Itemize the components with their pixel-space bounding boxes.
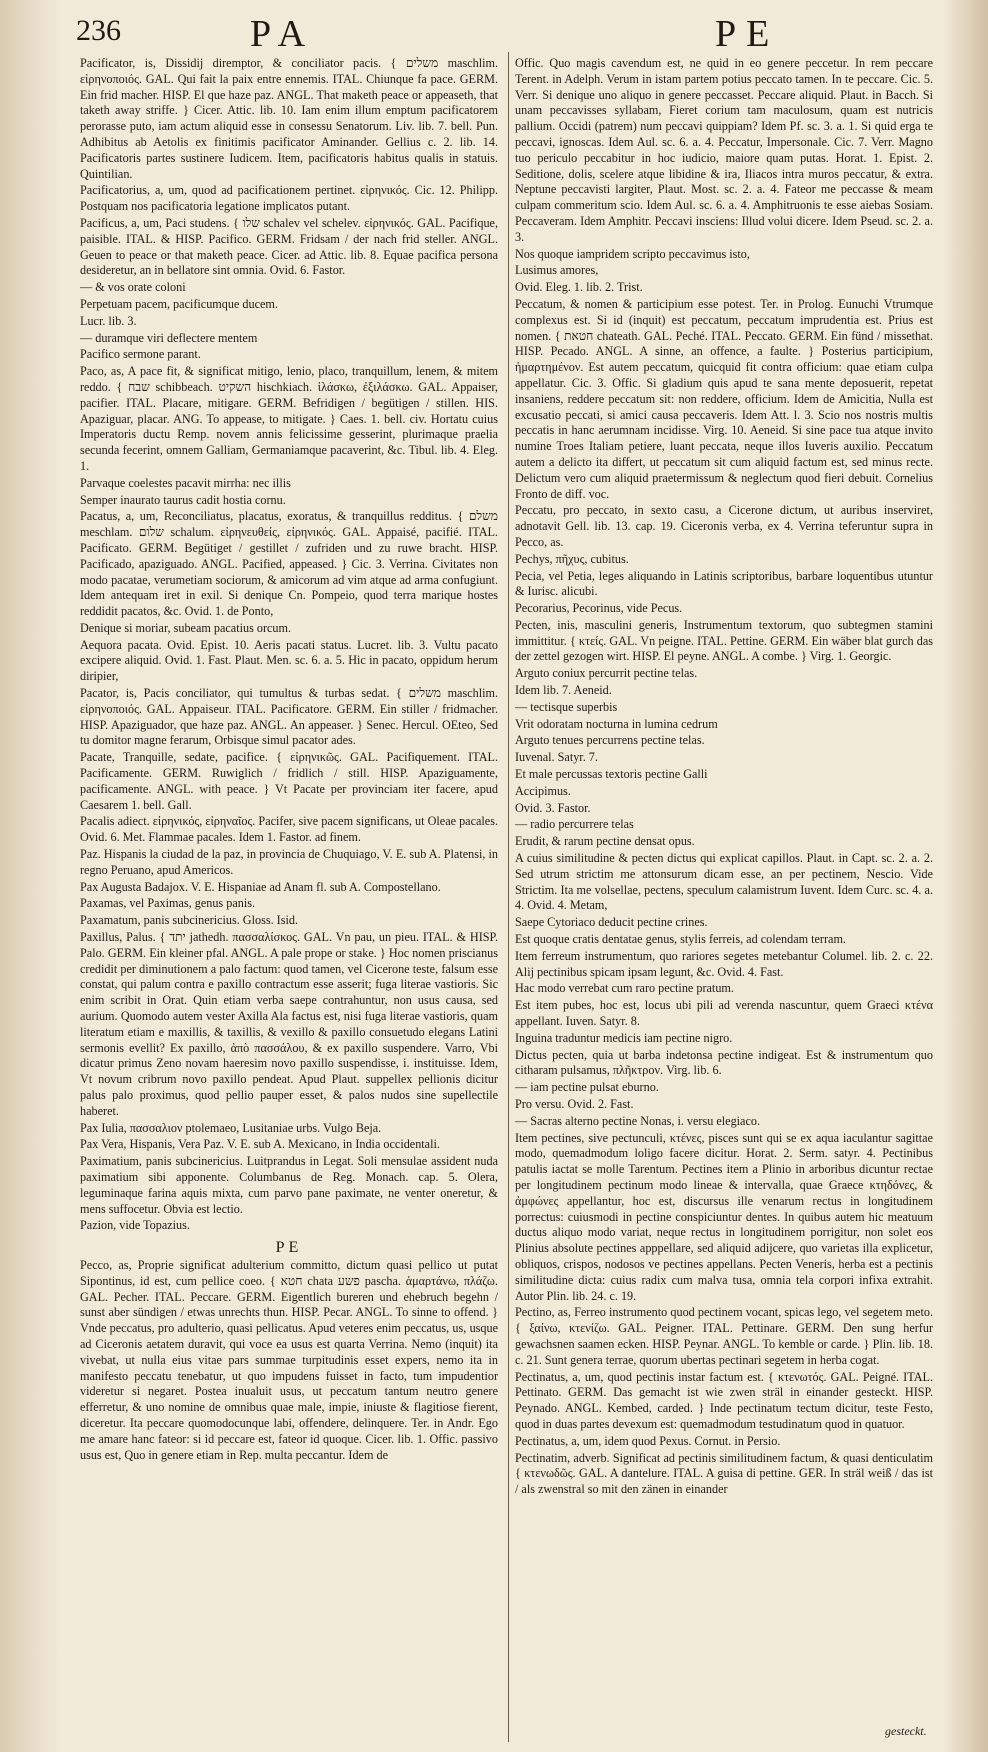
dictionary-entry: — Sacras alterno pectine Nonas, i. versu elegiaco. [515,1113,761,1128]
dictionary-entry: Vrit odoratam nocturna in lumina cedrum [515,716,718,731]
dictionary-entry: Paximatium, panis subcinericius. Luitprandus in Legat. Soli mensulae assident nuda paximatium sibi apponente. Columbanus de Reg. Monach. cap. 5. Olera, leguminaque farina aquis mixta, cum parvo pane paximate, ne venter oneretur, & mens suffocetur. Obvia est lectio. [80,1154,498,1216]
dictionary-entry: Denique si moriar, subeam pacatius orcum. [80,620,292,635]
page-number: 236 [76,14,121,47]
dictionary-entry: Est quoque cratis dentatae genus, stylis ferreis, ad colendam terram. [515,932,846,947]
dictionary-entry: Et male percussas textoris pectine Galli [515,767,708,782]
dictionary-entry: Paxillus, Palus. { יתד jathedh. πασσαλίσκος. GAL. Vn pau, un pieu. ITAL. & HISP. Palo. GERM. Ein kleiner pfal. ANGL. A pale prope or stake. } Hoc nomen priscianus credidit per diminutionem a palo factum: quod tamen, vel Cicerone teste, falsum esse constat, qui palum contra e paxillo contractum esse asserit; fuga literae vastioris. Sic enim scribit in Orat. Quin etiam verba saepe contrahuntur, non usus causa, sed aurium. Quomodo autem vester Axilla Ala factus est, nisi fuga literae vastioris, quam literatum etiam e maxillis, & taxillis, & vexillo & paxillo consuetudo elegans Latini sermonis evellit? Ex paxillo, ἀπὸ πασσάλου, & ex paxillo suspendere. Varro, Vbi dicatur primus Zeno novam haeresim novo paxillo suspendisse, i. instituisse. Idem, Vt novum cribrum novo paxillo pendeat. Apud Plaut. suppellex pellionis dicitur palus palo proximus, quod pellio pauper esset, & palos nudos sine supellectile haberet. [80,930,498,1118]
dictionary-entry: Item pectines, sive pectunculi, κτένες, pisces sunt qui se ex aqua iaculantur sagittae modo, quemadmodum loligo facere dicitur. Horat. 2. Serm. satyr. 4. Pectinibus patulis iactat se molle Tarentum. Pectines item a Plinio in arboribus dicuntur rectae per longitudinem pectinum modo lineae & intervalla, quae Graece κτηδόνες, & ἀμφώνες appellantur, hoc est, discursus ille venarum rectus in longitudinem porrectus: cuiusmodi in pectine conspiciuntur dentes. In quibus autem hic meatuum ductus aliquo modo variat, neque rectus in longitudinem porrigitur, non solet eos Plinius absolute pectines apppellare, sed aliquid adijcere, quo varietas illa explicetur, obliquos, crispos, nodosos ve pectines appellans. Pecten Veneris, herba est a pectinis similitudine dicta: cuius radix cum malva tusa, omnia tela corpori infixa extrahit. Autor Plin. lib. 24. c. 19. [515,1130,933,1303]
dictionary-entry: — & vos orate coloni [80,280,186,295]
dictionary-entry: Pazion, vide Topazius. [80,1218,190,1233]
dictionary-entry: Pectinatus, a, um, idem quod Pexus. Cornut. in Persio. [515,1433,781,1448]
dictionary-entry: Paz. Hispanis la ciudad de la paz, in provincia de Chuquiago, V. E. sub A. Platensi, in regno Peruano, apud Americos. [80,847,498,877]
left-column-entries [80,56,498,1234]
dictionary-entry: Peccatu, pro peccato, in sexto casu, a Cicerone dictum, ut auribus inserviret, adnotavit Gell. lib. 13. cap. 19. Ciceronis verba, ex 4. Verrina teferuntur supra in Pecco, as. [515,503,933,549]
dictionary-entry: A cuius similitudine & pecten dictus qui explicat capillos. Plaut. in Capt. sc. 2. a. 2. Sed utrum strictim me attonsurum dicam esse, an per pectinem, Nescio. Vide Strictim. Ita me volsellae, pectens, speculum calamistrum Iuvent. Idem Curc. sc. 4. a. 4. Ovid. 4. Metam, [515,851,933,913]
dictionary-entry: Lucr. lib. 3. [80,313,137,328]
page-shadow-right [942,0,988,1752]
column-divider [508,52,509,1742]
dictionary-entry: Est item pubes, hoc est, locus ubi pili ad verenda nascuntur, quem Graeci κτένα appellant. Iuven. Satyr. 8. [515,998,933,1029]
dictionary-entry: Pacate, Tranquille, sedate, pacifice. { εἰρηνικῶς. GAL. Pacifiquement. ITAL. Pacificamente. GERM. Ruwiglich / fridlich / still. HISP. Apaziguamente, pacificamente. ANGL. with peace. } Vt Pacate per provinciam iter facere, apud Caesarem 1. bell. Gall. [80,750,498,812]
dictionary-entry: — iam pectine pulsat eburno. [515,1080,659,1095]
dictionary-entry: Nos quoque iampridem scripto peccavimus isto, [515,246,750,261]
dictionary-entry: Pax Vera, Hispanis, Vera Paz. V. E. sub A. Mexicano, in India occidentali. [80,1137,440,1152]
dictionary-entry: Paxamas, vel Paximas, genus panis. [80,896,255,911]
dictionary-entry: Pacator, is, Pacis conciliator, qui tumultus & turbas sedat. { משלים maschlim. εἰρηνοποιός. GAL. Appaiseur. ITAL. Pacificatore. GERM. Ein stiller / fridmacher. HISP. Apaziguador, que haze paz. ANGL. An appeaser. } Senec. Hercul. OEteo, Sed tu domitor magne ferarum, Orbisque simul pacator ades. [80,686,498,748]
dictionary-entry: Pax Augusta Badajox. V. E. Hispaniae ad Anam fl. sub A. Compostellano. [80,879,441,894]
dictionary-entry: Perpetuam pacem, pacificumque ducem. [80,296,278,311]
dictionary-entry: Arguto coniux percurrit pectine telas. [515,666,698,681]
dictionary-entry: Pecten, inis, masculini generis, Instrumentum textorum, quo subtegmen stamini immittitur. { κτείς. GAL. Vn peigne. ITAL. Pettine. GERM. Ein wäber blat gurch das der zettel gezogen wirt. HISP. El peyne. ANGL. A combe. } Virg. 1. Georgic. [515,617,933,664]
dictionary-entry: Erudit, & rarum pectine densat opus. [515,834,695,849]
dictionary-entry: Idem lib. 7. Aeneid. [515,683,612,698]
left-column [80,56,498,1464]
dictionary-entry: Pectinatim, adverb. Significat ad pectinis similitudinem factum, & quasi denticulatim { κτενωδῶς. GAL. A dantelure. ITAL. A guisa di pettine. GER. In sträl weiß / das ist / als zwenstral so mit den zänen in einander [515,1450,933,1497]
dictionary-entry: Pacatus, a, um, Reconciliatus, placatus, exoratus, & tranquillus redditus. { משלם meschlam. שלום schalum. εἰρηνευθείς, εἰρηνικός. GAL. Appaisé, pacifié. ITAL. Pacificato. GERM. Begütiget / gestillet / zufriden und zu ruwe bracht. HISP. Pacificado, apaziguado. ANGL. Pacified, appeased. } Cic. 3. Verrina. Civitates non modo pacatae, verumetiam sociorum, & amicorum ad vim atque ad arma confugiunt. Idem antequam iret in exil. Si denique Cn. Pompeio, quod terra marique hostes reddidit pacatos, &c. Ovid. 1. de Ponto, [80,509,498,619]
dictionary-entry: Inguina traduntur medicis iam pectine nigro. [515,1030,733,1045]
dictionary-entry: Accipimus. [515,783,571,798]
dictionary-entry: Pacificator, is, Dissidij diremptor, & conciliator pacis. { משלים maschlim. εἰρηνοποιός. GAL. Qui fait la paix entre ennemis. ITAL. Chiunque fa pace. GERM. Ein frid macher. HISP. El que haze paz. ANGL. That maketh peace or appeaseth, that taketh away striffe. } Cicer. Attic. lib. 10. Iam enim illum emptum pacificatorem perorasse puto, iam actum aliquid esse in consessu Senatorum. Liv. lib. 7. bell. Pun. Adhibitus ab Aetolis ex finitimis pacificator Aminander. Gellius c. 2. lib. 14. Pacificatoris partes sustinere Iudicem. Item, pacificatoris habitus qualis in statuis. Quintilian. [80,56,499,181]
dictionary-entry: Pecorarius, Pecorinus, vide Pecus. [515,601,683,616]
right-column-entries [515,56,933,1498]
section-heading-pe: PE [275,1239,303,1257]
dictionary-entry: Saepe Cytoriaco deducit pectine crines. [515,915,708,930]
dictionary-entry: Pectinatus, a, um, quod pectinis instar factum est. { κτενωτός. GAL. Peigné. ITAL. Pettinato. GERM. Das gemacht ist wie zwen sträl in einander gesteckt. HISP. Peynado. ANGL. Kembed, carded. } Inde pectinatum tectum dicitur, teste Festo, quod in duas partes devexum est: quemadmodum testudinatum quod in quatuor. [515,1369,933,1431]
dictionary-entry: Paco, as, A pace fit, & significat mitigo, lenio, placo, tranquillum, lenem, & mitem reddo. { שבח schibbeach. השקיט hischkiach. ἱλάσκω, ἐξιλάσκω. GAL. Appaiser, pacifier. ITAL. Placare, mitigare. GERM. Befridigen / begütigen / stillen. HIS. Apaziguar, placar. ANG. To appease, to mitigate. } Caes. 1. bell. civ. Hortatu cuius Imperatoris ductu Remp. novem annis felicissime gesserint, plurimaque praelia secunda fecerint, omnem Galliam, Germaniamque pacaverint, &c. Tibul. lib. 4. Eleg. 1. [80,364,498,473]
dictionary-entry: Pacificatorius, a, um, quod ad pacificationem pertinet. εἰρηνικός. Cic. 12. Philipp. Postquam nos pacificatoria legatione implicatos putant. [80,183,498,214]
dictionary-entry: Offic. Quo magis cavendum est, ne quid in eo genere peccetur. In rem peccare Terent. in Adelph. Verum in istam partem potius peccato tamen. In te peccare. Cic. 5. Verr. Si denique uno aliquo in genere peccasset. Peccare aliquid. Plaut. in Bacch. Si unam peccavisses syllabam, Fieret corium tam maculosum, quam est nutricis pallium. Occidi (patrem) num peccavi quippiam? Idem Pf. sc. 3. a. 1. Si quid erga te peccavi, ignoscas. Idem Aul. sc. 6. a. 4. Peccatur, Impersonale. Cic. 7. Verr. Magno tuo periculo peccabitur in hoc iudicio, maiore quam putas. Horat. 1. Epist. 2. Seditione, dolis, scelere atque libidine & ira, Iliacos intra muros peccatur, & extra. Neptune peccavisti largiter, Plaut. Most. sc. 2. a. 4. Fateor me peccasse & meam culpam commeritum scio. Idem Aul. sc. 6. a. 4. Amphitruonis te esse aiebas Sosiam. Peccaveram. Idem Amphitr. Peccavi insciens: Illud volui dicere. Idem Pseud. sc. 2. a. 3. [515,56,933,244]
dictionary-entry: Pacifico sermone parant. [80,347,201,362]
dictionary-entry: Ovid. 3. Fastor. [515,800,591,815]
dictionary-entry: — radio percurrere telas [515,817,634,832]
dictionary-entry: Iuvenal. Satyr. 7. [515,750,598,765]
dictionary-entry: Paxamatum, panis subcinericius. Gloss. Isid. [80,913,298,928]
dictionary-entry: Pechys, πῆχυς, cubitus. [515,551,629,566]
dictionary-entry: Aequora pacata. Ovid. Epist. 10. Aeris pacati status. Lucret. lib. 3. Vultu pacato excipere aliquid. Ovid. 1. Fast. Plaut. Men. sc. 6. a. 5. Hic in pacato, oppidum herum diripier, [80,637,498,684]
dictionary-entry: Semper inaurato taurus cadit hostia cornu. [80,492,286,507]
dictionary-entry: Hac modo verrebat cum raro pectine pratum. [515,981,734,996]
dictionary-entry: Lusimus amores, [515,263,599,278]
dictionary-entry: Pacificus, a, um, Paci studens. { שלו schalev vel schelev. εἰρηνικός. GAL. Pacifique, paisible. ITAL. & HISP. Pacifico. GERM. Fridsam / der nach frid steller. ANGL. Geuen to peace or that maketh peace. Cicer. ad Attic. lib. 8. Equae pacifica persona desideretur, an in bellatore sint omnia. Ovid. 6. Fastor. [80,215,498,278]
dictionary-entry: Peccatum, & nomen & participium esse potest. Ter. in Prolog. Eunuchi Vtrumque complexus est. Si id (inquit) est peccatum, peccatum imprudentia est. Prius est nomen. { חטאת chateath. GAL. Peché. ITAL. Peccato. GERM. Ein fünd / missethat. HISP. Pecado. ANGL. A sinne, an offence, a faulte. } Posterius participium, ἡμαρτημένον. Est autem peccatum, quicquid fit contra officium: quae etiam culpa appellatur. Cic. 3. Offic. Si gladium quis apud te sana mente deposuerit, repetat insaniens, reddere peccatum sit: non reddere, officium. Idem de Amicitia, Nulla est excusatio peccati, si amici causa peccaveris. Idem Att. l. 3. Scio nos nostris multis peccatis in hanc aerumnam incidisse. Virg. 10. Aeneid. Si sine pace tua atque invito numine Troes Italiam petiere, luant peccata, neque illos Iuveris auxilio. Peccatum autem a delicto ita differt, ut peccatum sit cum aliquid factum est, sed minus recte. Delictum vero cum aliquid praetermissum & neglectum quod fieri debuit. Cornelius Fronto de diff. voc. [515,296,933,501]
dictionary-entry: Pecco, as, Proprie significat adulterium committo, dictum quasi pellico ut putat Sipontinus, id est, cum pellice coeo. { חטא chata פשע pascha. ἁμαρτάνω, πλάζω. GAL. Pecher. ITAL. Peccare. GERM. Eigentlich bureren und ehebruch begehn / sunst aber sündigen / etwas unrechts thun. HISP. Pecar. ANGL. To sinne to offend. } Vnde peccatus, pro adulterio, quasi pellicatus. Apud veteres enim peccatus, us, usque ad Ciceronis aetatem duravit, qui voce ea usus est quarta Verrina. Nemo (inquit) ita vivebat, ut nulla eius vitae pars summae turpitudinis esset expers, nemo ita in manifesto peccatu tenebatur, ut quo impudens fuisset in facto, tum impudentior videretur si negaret. Postea inualuit usus, ut peccatum tantum neutro genere efferretur, & uno nomine de omnibus quae male, impie, iniuste & flagitiose fierent, diceretur. Ita peccare quomodocunque labi, offendere, delinquere. Ter. in Andr. Ego me amare hanc fateor: si id peccare est, fateor id quoque. Cicer. lib. 1. Offic. passivo usus est, Quo in genere etiam in Rep. multa peccantur. Idem de [80,1257,498,1462]
running-head-left: PA [250,13,316,55]
dictionary-entry: — tectisque superbis [515,699,618,714]
dictionary-entry: Pecia, vel Petia, leges aliquando in Latinis scriptoribus, barbare loquentibus utuntur & Iurisc. alicubi. [515,568,933,599]
catchword: gesteckt. [885,1724,927,1738]
page-shadow-left [0,0,60,1752]
dictionary-entry: Pro versu. Ovid. 2. Fast. [515,1097,634,1111]
dictionary-entry: Arguto tenues percurrens pectine telas. [515,733,705,748]
dictionary-entry: Pacalis adiect. εἰρηνικός, εἰρηναῖος. Pacifer, sive pacem significans, ut Oleae pacales. Ovid. 6. Met. Flammae pacales. Idem 1. Fastor. ad finem. [80,814,498,845]
dictionary-entry: Item ferreum instrumentum, quo rariores segetes metebantur Columel. lib. 2. c. 22. Alij pectinibus spicam ipsam legunt, &c. Ovid. 4. Fast. [515,948,933,979]
dictionary-entry: Dictus pecten, quia ut barba indetonsa pectine indigeat. Est & instrumentum quo citharam pulsamus, πλῆκτρον. Virg. lib. 6. [515,1047,933,1078]
dictionary-entry: — duramque viri deflectere mentem [80,330,258,345]
dictionary-entry: Pax Iulia, πασσαλιον ptolemaeo, Lusitaniae urbs. Vulgo Beja. [80,1120,382,1135]
right-column [515,56,933,1499]
running-head-right: PE [715,13,780,55]
dictionary-entry: Ovid. Eleg. 1. lib. 2. Trist. [515,280,643,295]
dictionary-entry: Pectino, as, Ferreo instrumento quod pectinem vocant, spicas lego, vel segetem meto. { ξαίνω, κτενίζω. GAL. Peigner. ITAL. Pettinare. GERM. Den sung herfur gewachsnen saamen ecken. HISP. Peynar. ANGL. To kemble or carde. } Plin. lib. 18. c. 21. Sunt genera terrae, quorum ubertas pectinari segetem in herba cogat. [515,1305,933,1367]
dictionary-entry: Parvaque coelestes pacavit mirrha: nec illis [80,475,291,490]
section-pe-entries [80,1258,498,1463]
